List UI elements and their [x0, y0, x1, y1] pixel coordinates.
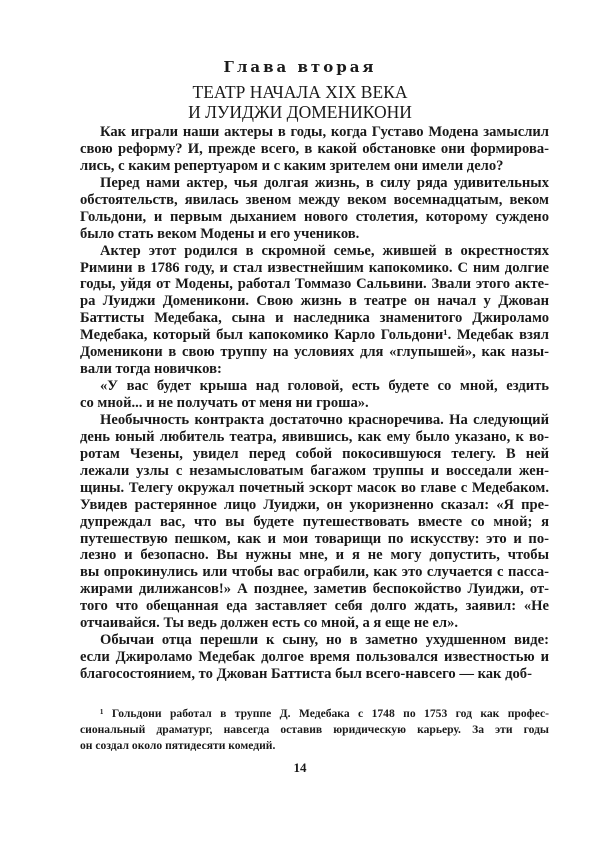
text-line: Доменикони в свою труппу на условиях для «глупышей», как назы- [80, 344, 549, 361]
paragraph [80, 243, 549, 379]
text-line: Увидев растерянное лицо Луиджи, он укоризненно сказал: «Я пре- [80, 496, 549, 513]
text-line: было стать веком Модены и его учеников. [80, 225, 360, 242]
text-line: Гольдони, и первым дыханием нового столетия, которому суждено [80, 208, 549, 225]
text-line: Актер этот родился в скромной семье, жившей в окрестностях [100, 242, 549, 259]
text-line: лежали узлы с незамысловатым багажом труппы и восседали жен- [80, 462, 549, 479]
footnote [80, 706, 549, 754]
chapter-label: Глава вторая [223, 58, 377, 76]
text-line: Перед нами актер, чья долгая жизнь, в силу ряда удивительных [100, 174, 549, 191]
text-line: благосостоянием, то Джован Баттиста был всего-навсего — как доб- [80, 666, 532, 682]
paragraph [80, 412, 549, 632]
text-line: жирами дилижансов!» А позднее, заметив беспокойство Луиджи, от- [80, 581, 549, 598]
footnote-line: он создал около пятидесяти комедий. [80, 739, 276, 752]
text-line: если Джироламо Медебак долгое время пользовался известностью и [80, 649, 549, 666]
text-line: вы опрокинулись или чтобы вас ограбили, как это случается с пасса- [80, 564, 549, 581]
body-text [80, 124, 549, 683]
text-line: Римини в 1786 году, и стал известнейшим капокомико. С ним долгие [80, 259, 549, 276]
text-line: обстоятельств, явилась звеном между веком восемнадцатым, веком [80, 191, 549, 208]
text-line: Необычность контракта достаточно красноречива. На следующий [100, 411, 549, 428]
text-line: того что обещанная еда заставляет себя долго ждать, заявил: «Не [80, 598, 549, 615]
chapter-title-line: ТЕАТР НАЧАЛА XIX ВЕКА [192, 82, 408, 102]
text-line: Как играли наши актеры в годы, когда Густаво Модена замыслил [100, 124, 549, 140]
text-line: Баттисты Медебака, сына и наследника знаменитого Джироламо [80, 310, 549, 327]
text-line: «У вас будет крыша над головой, есть будете со мной, ездить [100, 378, 549, 395]
page-number: 14 [293, 760, 307, 775]
text-line: путешествую пешком, как и мои товарищи по искусству: это и по- [80, 530, 549, 547]
text-line: свою реформу? И, прежде всего, в какой обстановке они формирова- [80, 140, 549, 157]
chapter-title-line: И ЛУИДЖИ ДОМЕНИКОНИ [188, 102, 412, 122]
text-line: ротам Чезены, увидел перед собой покосившуюся телегу. В ней [80, 445, 549, 462]
text-line: Обычаи отца перешли к сыну, но в заметно ухудшенном виде: [100, 632, 549, 649]
text-line: годы, уйдя от Модены, работал Томмазо Сальвини. Звали этого акте- [80, 276, 549, 293]
text-line: со мной... и не получать от меня ни гроша». [80, 395, 369, 411]
text-line: вали тогда новичков: [80, 361, 222, 378]
paragraph [80, 632, 549, 683]
paragraph [80, 175, 549, 243]
paragraph [80, 378, 549, 412]
text-line: дупреждал вас, что вы будете путешествовать вместе со мной; я [80, 513, 549, 530]
text-line: лись, с каким репертуаром и с каким зрителем они имели дело? [80, 157, 504, 174]
text-line: отчаивайся. Ты ведь должен есть со мной, а я еще не ел». [80, 615, 459, 632]
paragraph [80, 124, 549, 175]
chapter-title [0, 82, 600, 122]
text-line: щины. Телегу окружал почетный эскорт масок во главе с Медебаком. [80, 479, 549, 496]
text-line: Медебака, который был капокомико Карло Гольдони¹. Медебак взял [80, 327, 549, 344]
text-line: ра Луиджи Доменикони. Свою жизнь в театре он начал у Джован [80, 293, 549, 310]
text-line: лезно и безопасно. Вы нужны мне, и я не могу допустить, чтобы [80, 547, 549, 564]
text-line: день юный любитель театра, явившись, как ему было указано, к во- [80, 428, 549, 445]
footnote-line: ¹ Гольдони работал в труппе Д. Медебака с 1748 по 1753 год как профес- [100, 707, 549, 720]
footnote-line: сиональный драматург, навсегда оставив юридическую карьеру. За эти годы [80, 723, 549, 736]
